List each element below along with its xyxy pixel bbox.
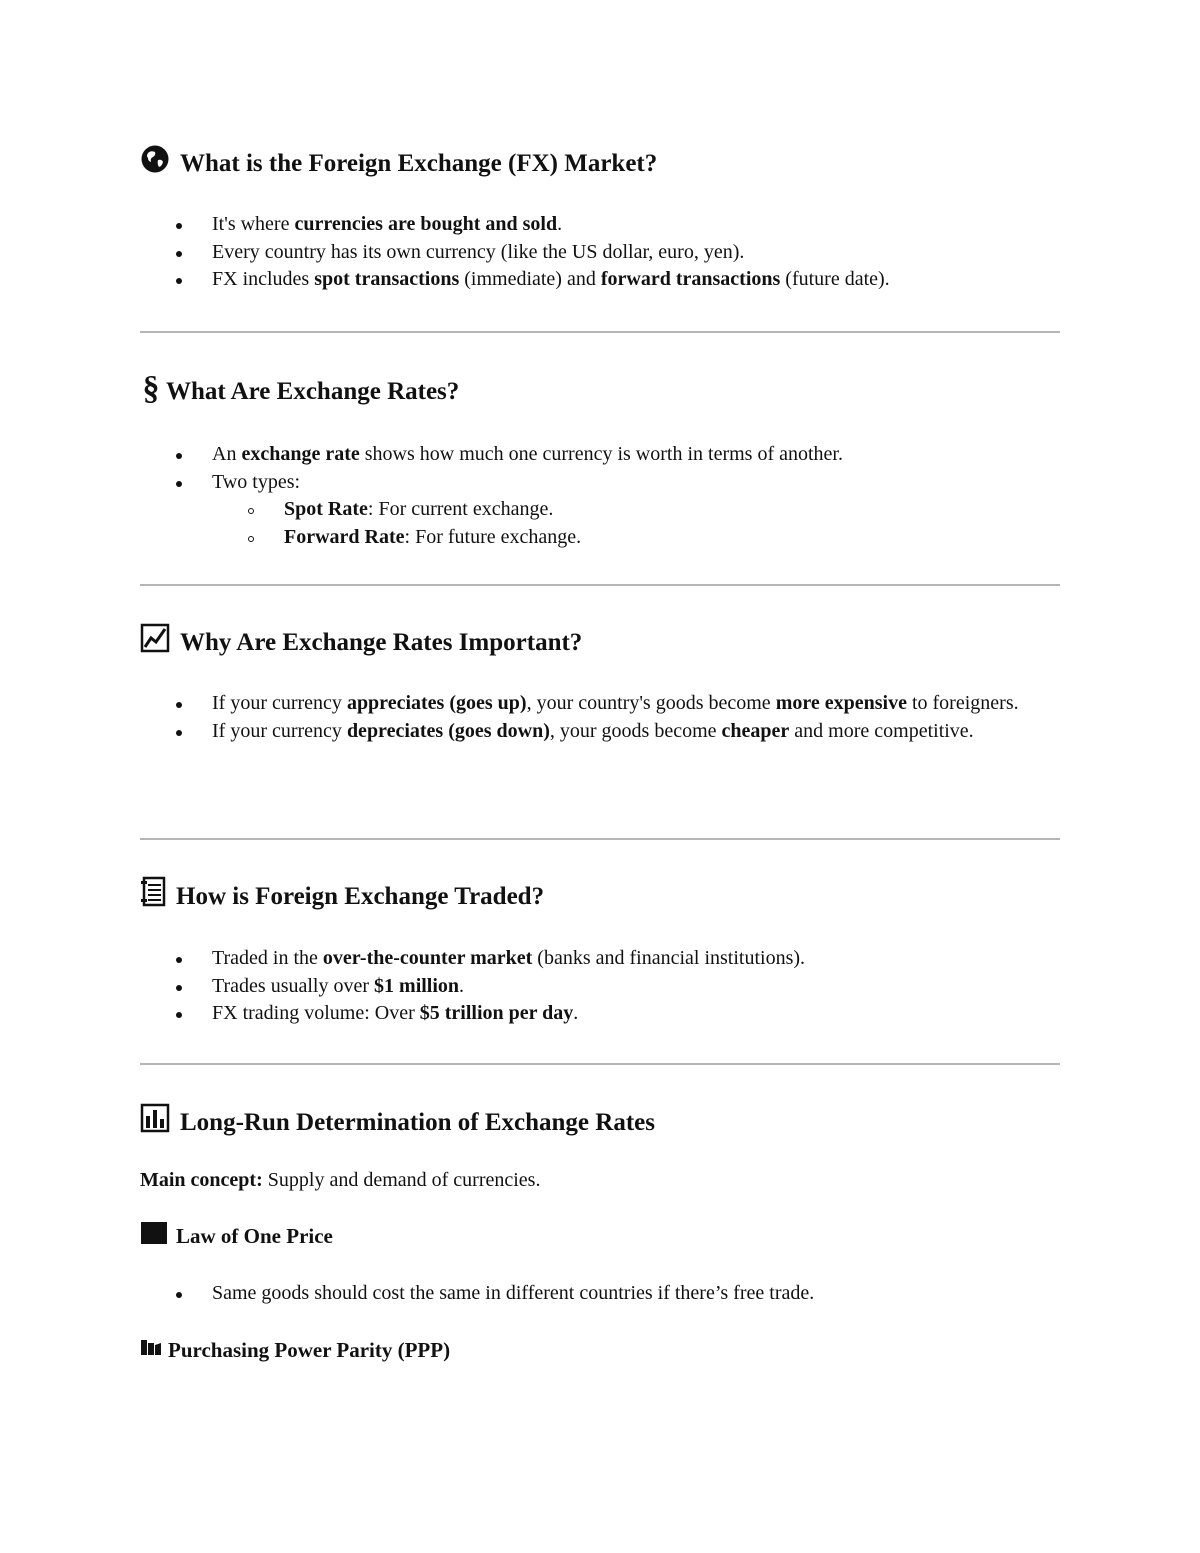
bold-text: cheaper [721, 719, 790, 742]
sub-list-item [212, 524, 1060, 552]
bold-text: spot transactions [314, 268, 460, 290]
bold-text: Spot Rate [284, 498, 368, 520]
text: (banks and financial institutions). [532, 947, 806, 969]
globe-icon [140, 144, 170, 183]
section-exchange-rates [140, 370, 1060, 551]
section-heading [140, 370, 1060, 413]
bullet-list [140, 211, 1060, 294]
dollar-sign-icon [140, 370, 162, 413]
sub-list-item [212, 496, 1060, 524]
bullet-list [140, 441, 1060, 551]
text: Two types: [212, 470, 301, 493]
section-title: What Are Exchange Rates? [166, 377, 460, 405]
text: If your currency [212, 719, 347, 742]
text: It's where [212, 213, 295, 235]
list-item [140, 239, 1060, 267]
list-item [140, 469, 1060, 552]
bold-text: forward transactions [600, 268, 781, 290]
list-item [140, 945, 1060, 973]
chart-increasing-icon [140, 623, 170, 662]
text: shows how much one currency is worth in terms of another. [359, 443, 843, 465]
bold-text: $1 million [374, 974, 460, 997]
text: : For future exchange. [404, 525, 582, 548]
subsection-title: Law of One Price [176, 1224, 333, 1248]
main-concept [140, 1167, 1060, 1195]
list-item [140, 718, 1060, 746]
bold-text: Forward Rate [284, 525, 405, 548]
list-item [140, 441, 1060, 469]
text: If your currency [212, 692, 347, 714]
divider [140, 838, 1060, 840]
text: Trades usually over [212, 974, 375, 997]
section-why-important [140, 623, 1060, 745]
scales-icon [140, 1336, 162, 1364]
subsection-heading [140, 1336, 1060, 1364]
subsection-heading [140, 1222, 1060, 1251]
text: , your goods become [549, 719, 722, 742]
list-item [140, 266, 1060, 294]
divider [140, 1063, 1060, 1065]
bar-chart-icon [140, 1103, 170, 1142]
subsection-title: Purchasing Power Parity (PPP) [168, 1338, 451, 1362]
section-heading [140, 623, 1060, 662]
section-heading [140, 876, 1060, 917]
text: . [459, 974, 465, 997]
bold-text: exchange rate [241, 443, 360, 465]
list-item [140, 211, 1060, 239]
list-item [140, 690, 1060, 718]
bold-text: $5 trillion per day [419, 1002, 574, 1024]
list-item [140, 1000, 1060, 1028]
text: to foreigners. [906, 692, 1019, 714]
bullet-list [140, 1280, 1060, 1308]
svg-text:§: § [142, 370, 160, 404]
ledger-icon [140, 876, 168, 917]
text: Same goods should cost the same in different countries if there’s free trade. [212, 1281, 815, 1304]
text: . [557, 213, 563, 235]
bold-text: currencies are bought and sold [294, 213, 558, 235]
bold-text: over-the-counter market [322, 947, 533, 969]
text: and more competitive. [789, 719, 974, 742]
bold-text: more expensive [775, 692, 907, 714]
section-how-traded [140, 876, 1060, 1028]
section-title: How is Foreign Exchange Traded? [176, 882, 545, 910]
text: (immediate) and [459, 268, 601, 290]
bullet-list [140, 690, 1060, 745]
text: Every country has its own currency (like the US dollar, euro, yen). [212, 240, 745, 263]
text: FX trading volume: Over [212, 1002, 420, 1024]
section-title: What is the Foreign Exchange (FX) Market? [180, 149, 658, 177]
text: An [212, 443, 242, 465]
divider [140, 584, 1060, 586]
sub-list [212, 496, 1060, 551]
bold-text: depreciates (goes down) [346, 719, 550, 742]
text: . [573, 1002, 579, 1024]
bold-text: Main concept: [140, 1169, 263, 1191]
section-title: Why Are Exchange Rates Important? [180, 628, 583, 656]
section-title: Long-Run Determination of Exchange Rates [180, 1108, 655, 1136]
text: Traded in the [212, 947, 323, 969]
section-fx-market [140, 144, 1060, 294]
bold-text: appreciates (goes up) [346, 692, 527, 714]
divider [140, 331, 1060, 333]
section-long-run [140, 1103, 1060, 1364]
text: FX includes [212, 268, 315, 290]
text: (future date). [780, 268, 890, 290]
text: : For current exchange. [367, 498, 554, 520]
black-square-icon [140, 1222, 168, 1251]
text: , your country's goods become [526, 692, 776, 714]
list-item [140, 973, 1060, 1001]
section-heading [140, 144, 1060, 183]
section-heading [140, 1103, 1060, 1142]
list-item [140, 1280, 1060, 1308]
text: Supply and demand of currencies. [262, 1169, 541, 1191]
bullet-list [140, 945, 1060, 1028]
